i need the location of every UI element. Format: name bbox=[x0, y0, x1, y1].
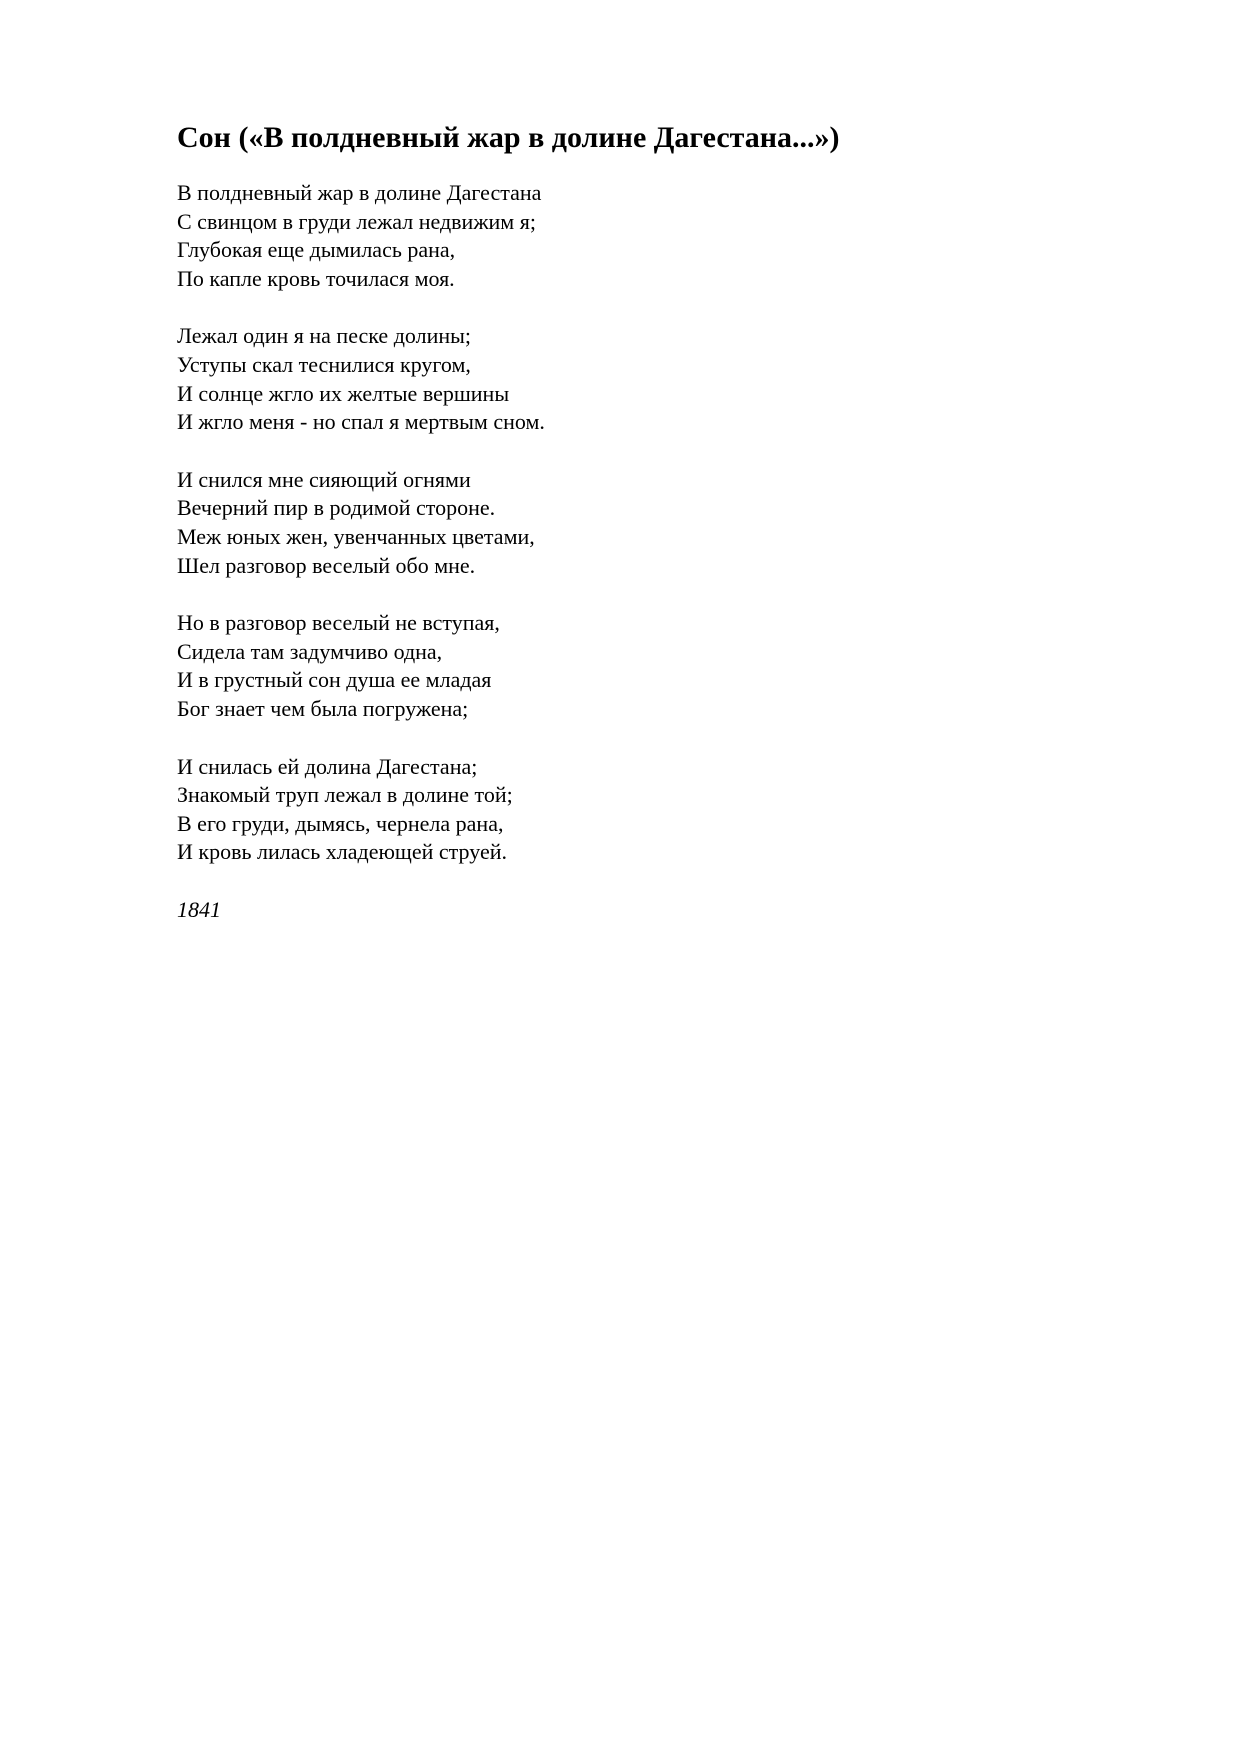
poem-line: Меж юных жен, увенчанных цветами, bbox=[177, 523, 535, 549]
poem-year: 1841 bbox=[177, 896, 221, 922]
poem-line: И снился мне сияющий огнями bbox=[177, 466, 471, 492]
poem-line: И в грустный сон душа ее младая bbox=[177, 667, 492, 693]
stanza-4 bbox=[177, 609, 1137, 723]
poem-line: И жгло меня - но спал я мертвым сном. bbox=[177, 409, 545, 435]
poem-line: И кровь лилась хладеющей струей. bbox=[177, 839, 508, 865]
document-page bbox=[177, 118, 1137, 924]
stanza-5 bbox=[177, 753, 1137, 867]
poem-title: Сон («В полдневный жар в долине Дагестана...») bbox=[177, 121, 840, 154]
poem-line: Шел разговор веселый обо мне. bbox=[177, 552, 476, 578]
poem-line: Уступы скал теснилися кругом, bbox=[177, 351, 471, 377]
stanza-3 bbox=[177, 466, 1137, 580]
poem-line: С свинцом в груди лежал недвижим я; bbox=[177, 208, 536, 234]
poem-line: Вечерний пир в родимой стороне. bbox=[177, 495, 496, 521]
poem-line: Бог знает чем была погружена; bbox=[177, 695, 469, 721]
poem-line: И солнце жгло их желтые вершины bbox=[177, 380, 510, 406]
poem-line: Знакомый труп лежал в долине той; bbox=[177, 782, 513, 808]
poem-line: Лежал один я на песке долины; bbox=[177, 323, 472, 349]
poem-line: В его груди, дымясь, чернела рана, bbox=[177, 810, 504, 836]
poem-line: Сидела там задумчиво одна, bbox=[177, 638, 443, 664]
poem-line: В полдневный жар в долине Дагестана bbox=[177, 180, 542, 205]
poem-line: Глубокая еще дымилась рана, bbox=[177, 237, 456, 263]
poem-line: По капле кровь точилася моя. bbox=[177, 265, 455, 291]
stanza-2 bbox=[177, 322, 1137, 436]
poem-line: И снилась ей долина Дагестана; bbox=[177, 753, 478, 779]
stanza-1 bbox=[177, 179, 1137, 293]
poem-line: Но в разговор веселый не вступая, bbox=[177, 610, 500, 636]
